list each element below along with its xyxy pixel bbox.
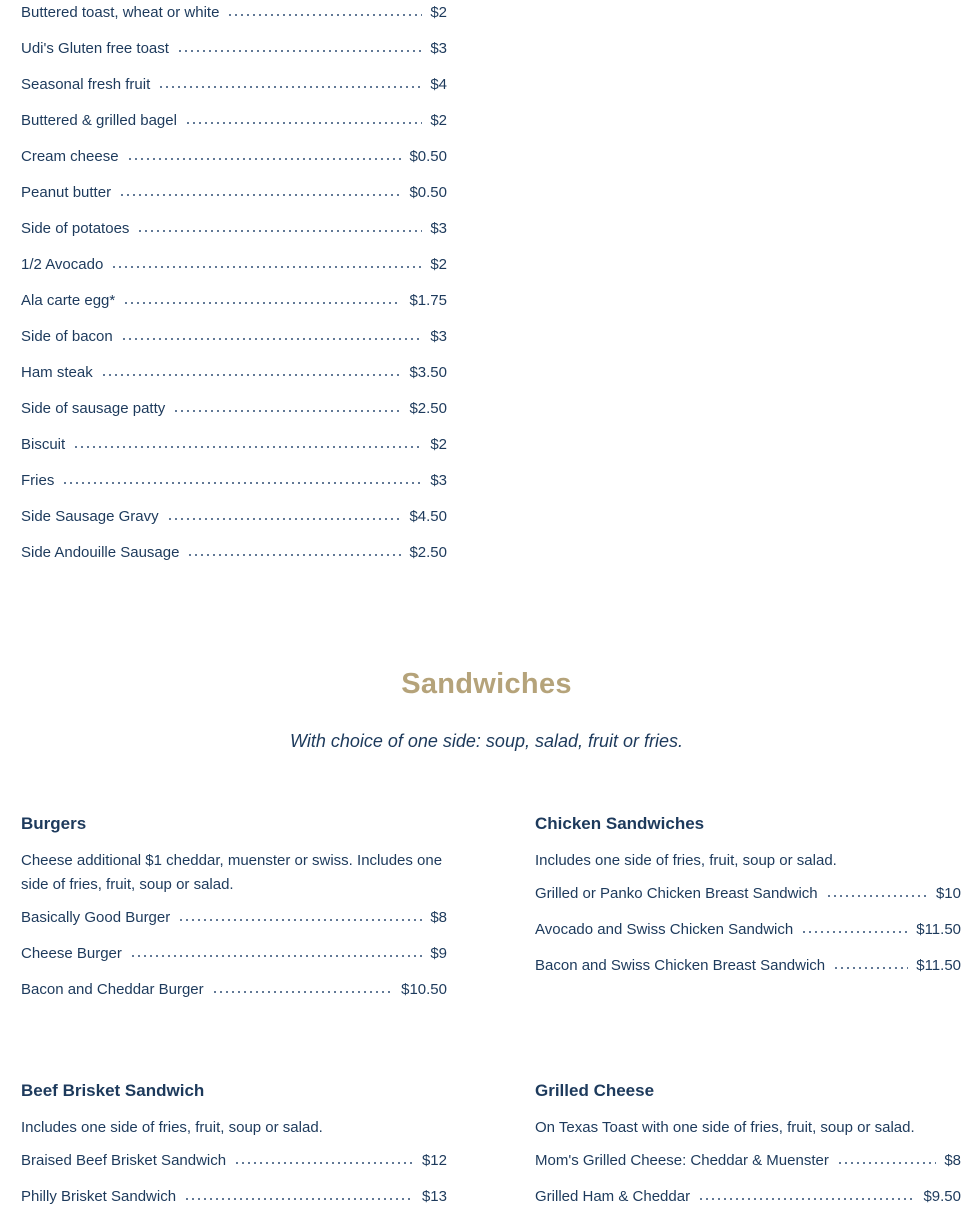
menu-item [21, 905, 447, 941]
item-price: $2 [430, 4, 447, 21]
menu-item [21, 36, 447, 72]
dot-leader [121, 325, 423, 341]
item-price: $12 [421, 1152, 447, 1169]
item-name: Basically Good Burger [21, 909, 171, 926]
item-name: Buttered & grilled bagel [21, 112, 177, 129]
item-name: Cheese Burger [21, 945, 122, 962]
item-price: $11.50 [916, 921, 961, 938]
category-title: Grilled Cheese [535, 1081, 655, 1100]
item-price: $8 [944, 1152, 961, 1169]
menu-item [535, 881, 961, 917]
item-name: Philly Brisket Sandwich [21, 1188, 177, 1205]
menu-item [21, 360, 447, 396]
menu-item [21, 324, 447, 360]
dot-leader [178, 906, 422, 922]
menu-item [535, 917, 961, 953]
item-name: Bacon and Cheddar Burger [21, 981, 204, 998]
category-title: Beef Brisket Sandwich [21, 1081, 205, 1100]
dot-leader [177, 37, 422, 53]
dot-leader [187, 541, 401, 557]
category-description: Cheese additional $1 cheddar, muenster or swiss. Includes one side of fries, fruit, soup or salad. [21, 852, 443, 893]
section-subtitle: With choice of one side: soup, salad, fruit or fries. [289, 731, 684, 751]
menu-item [21, 0, 447, 36]
item-name: Fries [21, 472, 55, 489]
section-title: Sandwiches [401, 668, 572, 700]
menu-item [21, 432, 447, 468]
dot-leader [227, 1, 422, 17]
item-name: Side of bacon [21, 328, 113, 345]
category-title: Chicken Sandwiches [535, 814, 705, 833]
item-price: $3 [430, 472, 447, 489]
dot-leader [184, 1185, 414, 1201]
item-name: Cream cheese [21, 148, 119, 165]
menu-item [21, 252, 447, 288]
dot-leader [123, 289, 401, 305]
item-price: $2.50 [409, 400, 447, 417]
item-price: $3 [430, 328, 447, 345]
item-price: $9 [430, 945, 447, 962]
category-grilled-cheese [535, 1080, 961, 1220]
dot-leader [127, 145, 402, 161]
dot-leader [119, 181, 401, 197]
dot-leader [173, 397, 401, 413]
category-description: On Texas Toast with one side of fries, fruit, soup or salad. [535, 1119, 915, 1136]
category-beef-brisket [21, 1080, 447, 1220]
item-name: Side Sausage Gravy [21, 508, 159, 525]
item-price: $0.50 [409, 184, 447, 201]
item-name: Grilled Ham & Cheddar [535, 1188, 691, 1205]
menu-item [21, 977, 447, 1013]
item-price: $3 [430, 40, 447, 57]
dot-leader [101, 361, 402, 377]
category-burgers [21, 813, 447, 1013]
menu-item [21, 504, 447, 540]
dot-leader [698, 1185, 915, 1201]
dot-leader [137, 217, 422, 233]
item-name: Avocado and Swiss Chicken Sandwich [535, 921, 794, 938]
menu-item [21, 941, 447, 977]
item-price: $2 [430, 256, 447, 273]
dot-leader [833, 954, 908, 970]
category-title: Burgers [21, 814, 87, 833]
dot-leader [111, 253, 422, 269]
item-name: Side of potatoes [21, 220, 130, 237]
menu-item [21, 72, 447, 108]
dot-leader [158, 73, 422, 89]
menu-item [21, 468, 447, 504]
dot-leader [212, 978, 393, 994]
menu-item [535, 1148, 961, 1184]
item-name: Biscuit [21, 436, 66, 453]
item-price: $2 [430, 436, 447, 453]
item-price: $10 [935, 885, 961, 902]
item-price: $2.50 [409, 544, 447, 561]
item-price: $3 [430, 220, 447, 237]
dot-leader [826, 882, 928, 898]
dot-leader [801, 918, 908, 934]
item-price: $8 [430, 909, 447, 926]
item-price: $1.75 [409, 292, 447, 309]
dot-leader [62, 469, 422, 485]
item-name: Udi's Gluten free toast [21, 40, 169, 57]
dot-leader [167, 505, 402, 521]
item-price: $13 [421, 1188, 447, 1205]
item-price: $3.50 [409, 364, 447, 381]
item-name: Grilled or Panko Chicken Breast Sandwich [535, 885, 818, 902]
item-name: Mom's Grilled Cheese: Cheddar & Muenster [535, 1152, 829, 1169]
item-name: Bacon and Swiss Chicken Breast Sandwich [535, 957, 826, 974]
menu-item [535, 1184, 961, 1220]
dot-leader [130, 942, 422, 958]
item-name: Seasonal fresh fruit [21, 76, 151, 93]
menu-item [535, 953, 961, 989]
category-description: Includes one side of fries, fruit, soup or salad. [21, 1119, 323, 1136]
menu-item [21, 1184, 447, 1220]
dot-leader [234, 1149, 414, 1165]
item-name: Ham steak [21, 364, 93, 381]
dot-leader [73, 433, 422, 449]
item-price: $4 [430, 76, 447, 93]
dot-leader [837, 1149, 936, 1165]
item-name: Ala carte egg* [21, 292, 116, 309]
menu-item [21, 396, 447, 432]
item-price: $11.50 [916, 957, 961, 974]
sides-list [21, 0, 447, 576]
item-name: Buttered toast, wheat or white [21, 4, 220, 21]
dot-leader [185, 109, 422, 125]
menu-item [21, 144, 447, 180]
category-chicken-sandwiches [535, 813, 961, 989]
menu-item [21, 180, 447, 216]
category-description: Includes one side of fries, fruit, soup or salad. [535, 852, 837, 869]
item-name: Side Andouille Sausage [21, 544, 180, 561]
item-price: $4.50 [409, 508, 447, 525]
item-name: Peanut butter [21, 184, 112, 201]
item-name: Braised Beef Brisket Sandwich [21, 1152, 227, 1169]
menu-item [21, 288, 447, 324]
item-price: $10.50 [401, 981, 447, 998]
menu-item [21, 540, 447, 576]
item-price: $2 [430, 112, 447, 129]
item-name: Side of sausage patty [21, 400, 166, 417]
menu-item [21, 108, 447, 144]
menu-item [21, 1148, 447, 1184]
item-price: $9.50 [923, 1188, 961, 1205]
menu-item [21, 216, 447, 252]
item-name: 1/2 Avocado [21, 256, 104, 273]
item-price: $0.50 [409, 148, 447, 165]
